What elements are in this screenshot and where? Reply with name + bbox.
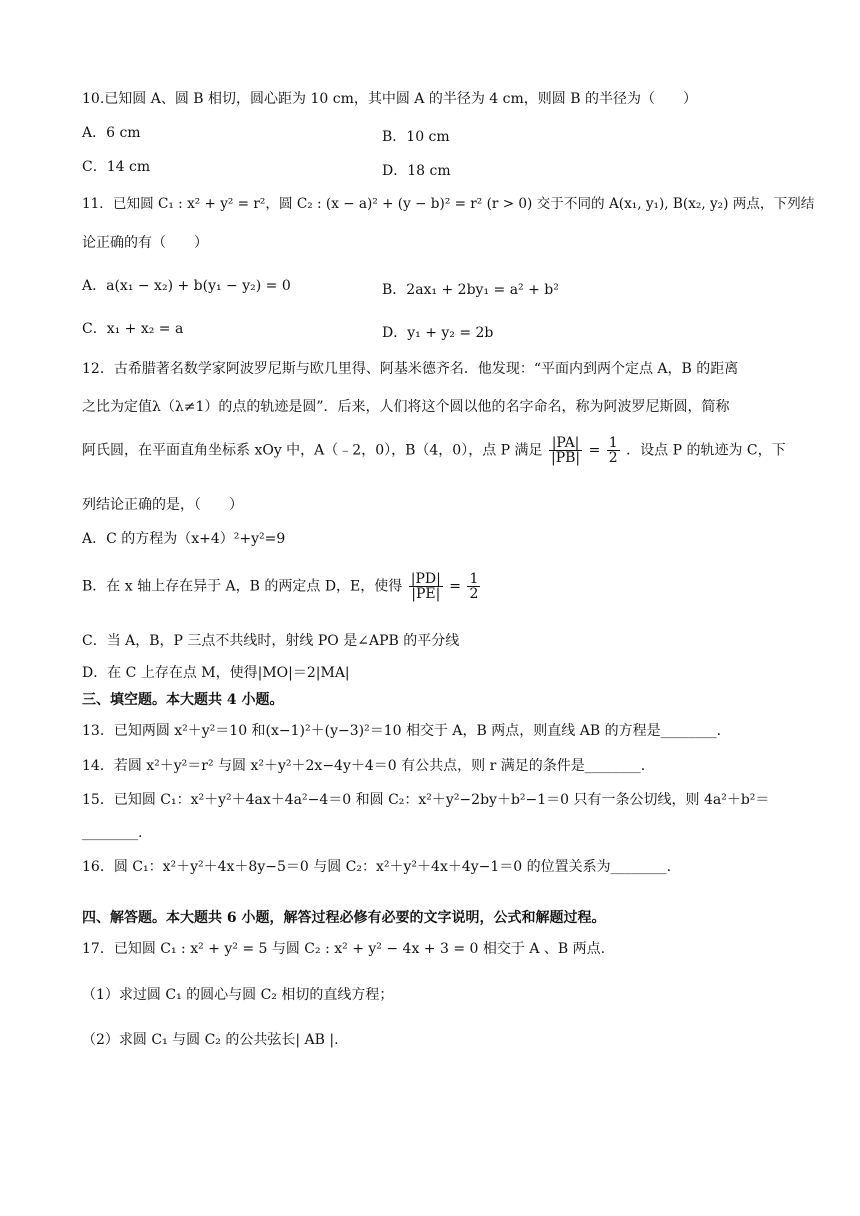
section4-heading: 四、解答题。本大题共 6 小题，解答过程必修有必要的文字说明，公式和解题过程。 [82,910,606,926]
q17-part1: （1）求过圆 C₁ 的圆心与圆 C₂ 相切的直线方程； [82,987,394,1003]
q12-option-b-equals: = [449,578,461,595]
q12-option-a: A．C 的方程为（x+4）²+y²=9 [82,531,286,547]
q17-part2: （2）求圆 C₁ 与圆 C₂ 的公共弦长| AB |. [82,1032,339,1048]
q15-line2: ________. [82,825,143,841]
q11-option-d: D．y₁ + y₂ = 2b [382,325,494,341]
q10-option-b: B．10 cm [382,129,450,145]
q14: 14．若圆 x²＋y²＝r² 与圆 x²＋y²＋2x−4y＋4＝0 有公共点，则 r 满足的条件是________. [82,758,646,774]
q12-line3-tail: ．设点 P 的轨迹为 C，下 [626,442,786,459]
q11-option-a: A．a(x₁ − x₂) + b(y₁ − y₂) = 0 [82,278,291,294]
q12-line3 [82,436,786,465]
q11-option-c: C．x₁ + x₂ = a [82,321,184,337]
q12-option-b-half-num: 1 [469,571,479,587]
q13: 13．已知两圆 x²＋y²＝10 和(x−1)²＋(y−3)²＝10 相交于 A，B 两点，则直线 AB 的方程是________. [82,723,722,739]
q17-stem: 17．已知圆 C₁ : x² + y² = 5 与圆 C₂ : x² + y² − 4x + 3 = 0 相交于 A 、B 两点. [82,941,606,957]
q12-option-b [82,572,482,601]
q10-option-d: D．18 cm [382,163,451,179]
q12-ratio-fraction [549,436,582,465]
q12-option-b-numerator: |PD| [410,571,441,587]
q12-option-b-denominator: |PE| [409,586,443,601]
q12-option-d: D．在 C 上存在点 M，使得|MO|＝2|MA| [82,665,350,681]
section3-heading: 三、填空题。本大题共 4 小题。 [82,692,284,708]
q16: 16．圆 C₁：x²＋y²＋4x＋8y−5＝0 与圆 C₂：x²＋y²＋4x＋4y−1＝0 的位置关系为________. [82,859,672,875]
q12-half-fraction [607,436,620,465]
q15-line1: 15．已知圆 C₁：x²＋y²＋4ax＋4a²−4＝0 和圆 C₂：x²＋y²−2by＋b²−1＝0 只有一条公切线，则 4a²＋b²＝ [82,792,770,808]
q12-option-b-half [467,572,480,601]
q12-half-numerator: 1 [608,435,618,451]
q11-stem-line2: 论正确的有（ ） [82,235,208,251]
q12-ratio-denominator: |PB| [550,450,581,466]
q12-option-b-fraction [409,572,443,601]
q12-ratio-numerator: |PA| [551,435,580,451]
q12-option-c: C．当 A，B，P 三点不共线时，射线 PO 是∠APB 的平分线 [82,633,460,649]
q12-line4: 列结论正确的是，（ ） [82,497,243,513]
q12-line1: 12．古希腊著名数学家阿波罗尼斯与欧几里得、阿基米德齐名．他发现：“平面内到两个定点 A，B 的距离 [82,361,739,377]
q12-option-b-text: B．在 x 轴上存在异于 A，B 的两定点 D，E，使得 [82,578,403,595]
q10-option-c: C．14 cm [82,159,151,175]
q12-option-b-half-den: 2 [469,586,479,602]
q12-equals: = [588,442,601,459]
q12-line2: 之比为定值λ（λ≠1）的点的轨迹是圆”．后来，人们将这个圆以他的名字命名，称为阿波罗尼斯圆，简称 [82,399,730,415]
q10-stem: 10.已知圆 A、圆 B 相切，圆心距为 10 cm，其中圆 A 的半径为 4 cm，则圆 B 的半径为（ ） [82,91,697,107]
q11-option-b: B．2ax₁ + 2by₁ = a² + b² [382,282,559,298]
q11-stem-line1: 11．已知圆 C₁ : x² + y² = r²，圆 C₂ : (x − a)² + (y − b)² = r² (r > 0) 交于不同的 A(x₁, y₁), B(x₂, y₂) 两点，下列结 [82,196,815,212]
q12-line3-text: 阿氏圆，在平面直角坐标系 xOy 中，A（﹣2，0），B（4，0），点 P 满足 [82,442,543,459]
q10-option-a: A．6 cm [82,125,141,141]
q12-half-denominator: 2 [608,450,618,466]
